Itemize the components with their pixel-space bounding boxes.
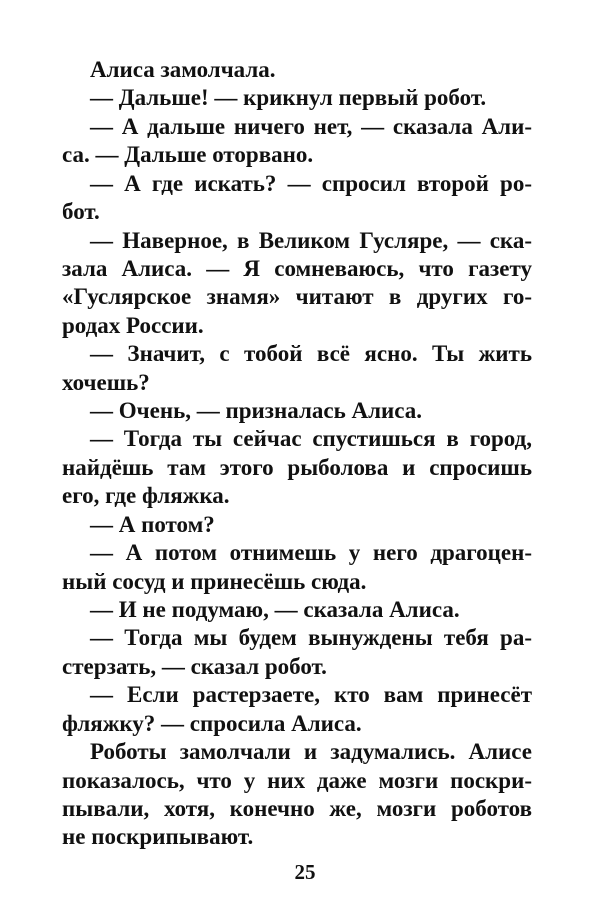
text-line: «Гуслярское знамя» читают в других го- [62,284,532,310]
text-line: — Дальше! — крикнул первый робот. [90,85,487,111]
text-line: пывали, хотя, конечно же, мозги роботов [62,795,532,821]
text-line: бот. [62,199,100,225]
text-line: не поскрипывают. [62,824,254,850]
text-line: Роботы замолчали и задумались. Алисе [90,739,532,765]
text-line: са. — Дальше оторвано. [62,142,314,168]
text-line: — А где искать? — спросил второй ро- [90,170,532,196]
text-line: — И не подумаю, — сказала Алиса. [90,597,460,623]
text-line: Алиса замолчала. [90,57,276,82]
text-line: — Значит, с тобой всё ясно. Ты жить [90,341,532,367]
text-line: его, где фляжка. [62,483,230,509]
text-line: родах России. [62,312,204,338]
text-line: фляжку? — спросила Алиса. [62,710,362,736]
text-line: ный сосуд и принесёшь сюда. [62,568,367,594]
text-line: найдёшь там этого рыболова и спросишь [62,454,532,480]
text-line: зала Алиса. — Я сомневаюсь, что газету [62,255,532,281]
text-line: — Наверное, в Великом Гусляре, — ска- [90,227,532,253]
text-line: — Тогда мы будем вынуждены тебя ра- [90,625,532,651]
text-line: — А потом? [90,511,215,537]
text-line: — Если растерзаете, кто вам принесёт [90,682,532,708]
text-line: стерзать, — сказал робот. [62,653,327,679]
text-line: — А потом отнимешь у него драгоцен- [90,540,532,566]
page-number: 25 [294,860,316,884]
text-line: — Тогда ты сейчас спустишься в город, [90,426,532,452]
text-line: хочешь? [62,369,150,395]
text-line: — А дальше ничего нет, — сказала Али- [90,113,532,139]
page-text [62,56,532,852]
text-line: — Очень, — призналась Алиса. [90,398,423,424]
text-line: показалось, что у них даже мозги поскри- [62,767,532,793]
